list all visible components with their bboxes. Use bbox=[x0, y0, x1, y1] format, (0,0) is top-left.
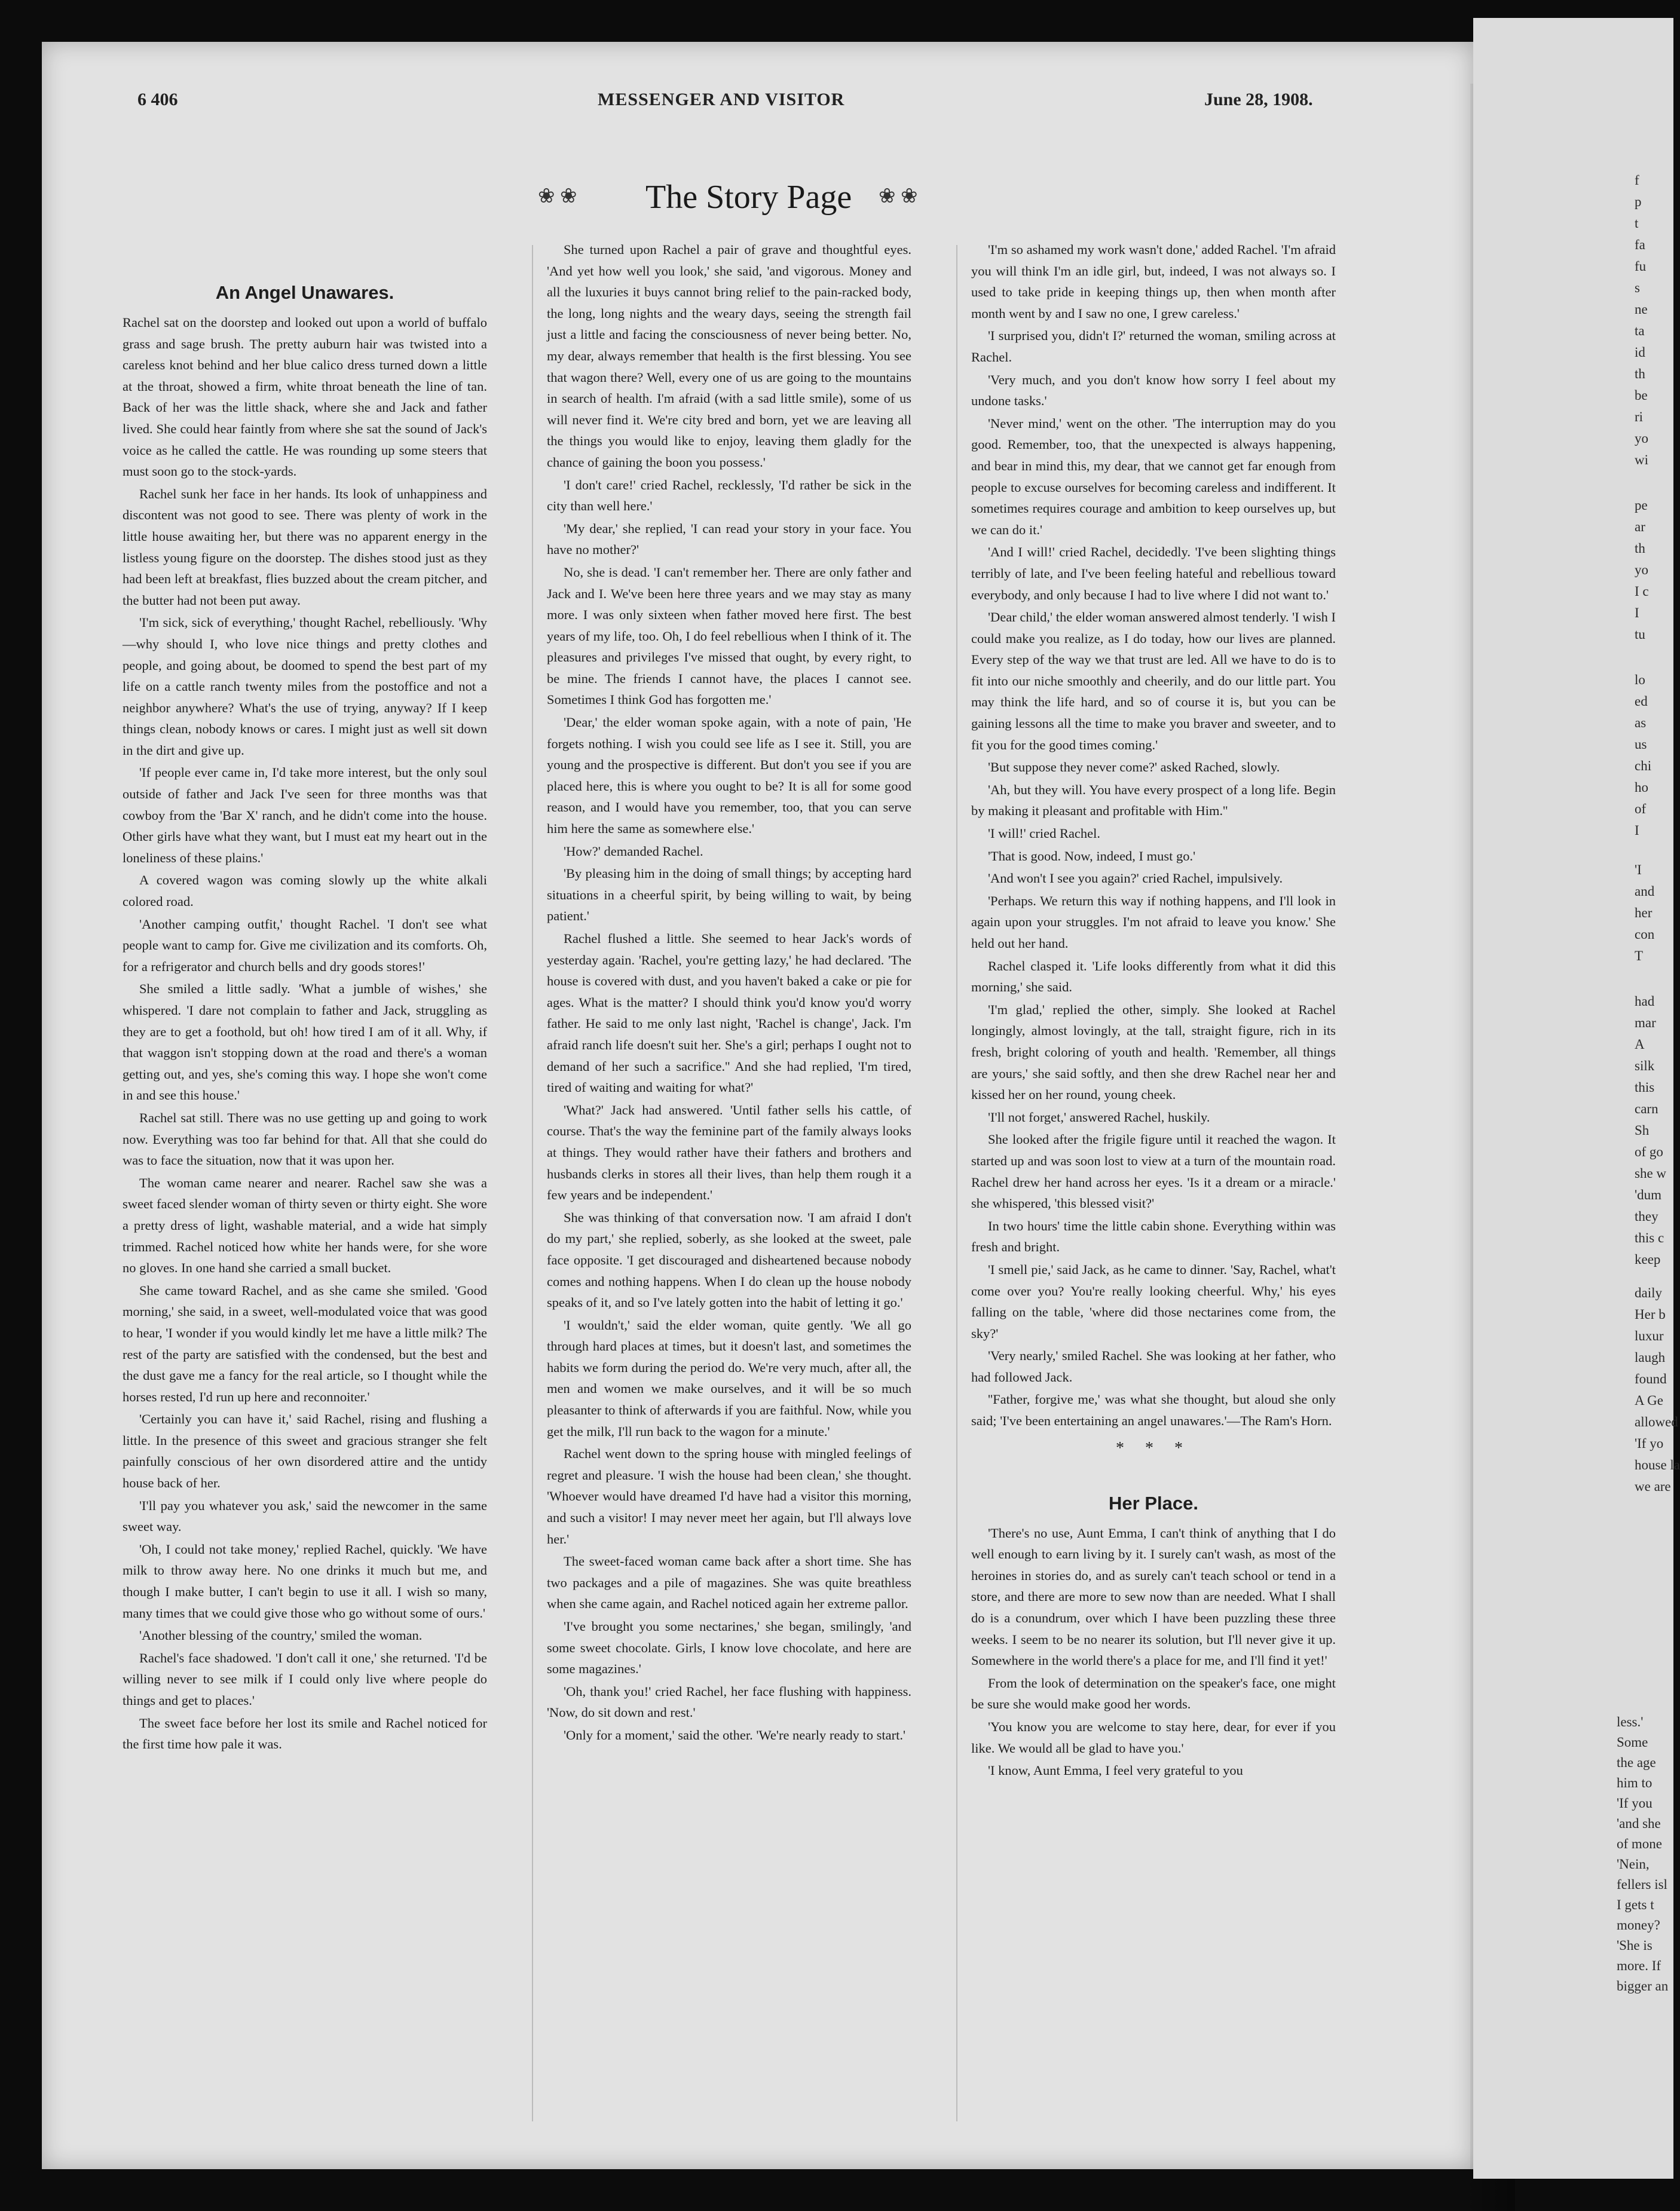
clipped-text-fragment: of bbox=[1635, 801, 1647, 816]
clipped-text-fragment: ta bbox=[1635, 323, 1645, 338]
story-paragraph: She smiled a little sadly. 'What a jumble of wishes,' she whispered. 'I dare not complain to father and Jack, struggling as they are to get a foothold, but oh! how tired I am of it all. Why, if that waggon isn't stopping down at the road and there's a woman getting out, and yes, she's coming this way. I hope she won't come in and see this house.' bbox=[123, 981, 487, 1103]
story-paragraph: 'I'm glad,' replied the other, simply. She looked at Rachel longingly, almost lovingly, at the tall, straight figure, rich in its fresh, bright coloring of youth and health. 'Remember, all things are yours,' she said softly, and then she drew Rachel near her and kissed her on her round, young cheek. bbox=[971, 1002, 1336, 1103]
story-paragraph: 'Another blessing of the country,' smiled the woman. bbox=[139, 1628, 423, 1643]
story-paragraph: 'I will!' cried Rachel. bbox=[988, 826, 1101, 841]
ornament-left-icon: ❀ ❀ bbox=[538, 185, 577, 207]
story-paragraph: The sweet face before her lost its smile and Rachel noticed for the first time how pale it was. bbox=[123, 1715, 487, 1752]
clipped-text-fragment: 'If you bbox=[1617, 1796, 1653, 1811]
clipped-text-fragment: her bbox=[1635, 905, 1653, 920]
clipped-text-fragment: had bbox=[1635, 994, 1655, 1009]
story-paragraph: A covered wagon was coming slowly up the white alkali colored road. bbox=[123, 872, 487, 909]
column-1 bbox=[123, 239, 487, 1756]
clipped-text-fragment: less.' bbox=[1617, 1714, 1644, 1729]
story-paragraph: 'I'll pay you whatever you ask,' said the newcomer in the same sweet way. bbox=[123, 1498, 487, 1535]
story-paragraph: Rachel went down to the spring house with mingled feelings of regret and pleasure. 'I wish the house had been clean,' she thought. 'Whoever would have dreamed I'd have had a visitor this morning, and such a visitor! I may never meet her again, but I'll always love her.' bbox=[547, 1446, 911, 1547]
story-title: Her Place. bbox=[1109, 1492, 1198, 1514]
clipped-text-fragment: I bbox=[1635, 823, 1639, 838]
clipped-text-fragment: f bbox=[1635, 173, 1639, 188]
story-paragraph: 'I'm so ashamed my work wasn't done,' added Rachel. 'I'm afraid you will think I'm an idle girl, but, indeed, I was not always so. I used to take pride in keeping things up, then when month after month went by and I saw no one, I grew careless.' bbox=[971, 242, 1336, 321]
story-paragraph: 'I surprised you, didn't I?' returned the woman, smiling across at Rachel. bbox=[971, 328, 1336, 365]
story-paragraph: 'Perhaps. We return this way if nothing happens, and I'll look in again upon your struggles. I'm not afraid to leave you know.' She held out her hand. bbox=[971, 893, 1336, 951]
clipped-text-fragment: of mone bbox=[1617, 1836, 1663, 1851]
clipped-text-fragment: ar bbox=[1635, 519, 1645, 534]
clipped-text-fragment: pe bbox=[1635, 498, 1648, 513]
adjacent-page-fragment bbox=[1473, 18, 1680, 2179]
story-paragraph: 'Only for a moment,' said the other. 'We're nearly ready to start.' bbox=[564, 1727, 906, 1743]
story-paragraph: 'If people ever came in, I'd take more interest, but the only soul outside of father and Jack I've seen for three months was that cowboy from the 'Bar X' ranch, and he didn't come into the house. Other girls have what they want, but I must eat my heart out in the loneliness of these plains.' bbox=[123, 765, 487, 865]
clipped-text-fragment: T bbox=[1635, 948, 1644, 963]
column-3 bbox=[971, 239, 1336, 1783]
story-paragraph: ''Father, forgive me,' was what she thought, but aloud she only said; 'I've been entertaining an angel unawares.'—The Ram's Horn. bbox=[971, 1392, 1336, 1429]
story-paragraph: 'I'll not forget,' answered Rachel, huskily. bbox=[988, 1109, 1210, 1125]
clipped-text-fragment: us bbox=[1635, 737, 1647, 752]
story-paragraph: She was thinking of that conversation now. 'I am afraid I don't do my part,' she replied, soberly, as she looked at the sweet, pale face opposite. 'I get discouraged and disheartened because nobody comes and nothing happens. When I do clean up the house nobody speaks of it, and so I've lately gotten into the habit of letting it go.' bbox=[547, 1209, 911, 1310]
ornament-right-icon: ❀ ❀ bbox=[879, 185, 918, 207]
story-paragraph: 'I don't care!' cried Rachel, recklessly, 'I'd rather be sick in the city than well here.' bbox=[547, 477, 911, 514]
clipped-text-fragment: fellers isl bbox=[1617, 1877, 1667, 1892]
story-paragraph: 'I know, Aunt Emma, I feel very grateful to you bbox=[988, 1763, 1243, 1778]
clipped-text-fragment: Sh bbox=[1635, 1123, 1650, 1138]
clipped-text-fragment: luxur bbox=[1635, 1328, 1664, 1343]
clipped-text-fragment: I c bbox=[1635, 584, 1649, 599]
story-paragraph: 'I smell pie,' said Jack, as he came to dinner. 'Say, Rachel, what't come over you? You're really looking cheerful. Why,' his eyes falling on the table, 'where did those nectarines come from, the sky?' bbox=[971, 1261, 1336, 1341]
clipped-text-fragment: th bbox=[1635, 366, 1645, 381]
clipped-text-fragment: allowed bbox=[1635, 1414, 1678, 1429]
clipped-text-fragment: ed bbox=[1635, 694, 1648, 709]
story-paragraph: 'By pleasing him in the doing of small things; by accepting hard situations in a cheerful spirit, by being willing to wait, by being patient.' bbox=[547, 866, 911, 924]
story-paragraph: Rachel sat still. There was no use getting up and going to work now. Everything was too far behind for that. All that she could do was to face the situation, now that it was upon her. bbox=[123, 1110, 487, 1168]
clipped-text-fragment: 'dum bbox=[1635, 1187, 1662, 1202]
story-paragraph: 'But suppose they never come?' asked Rached, slowly. bbox=[988, 760, 1280, 775]
story-paragraph: No, she is dead. 'I can't remember her. There are only father and Jack and I. We've been here three years and we may stay as many more. I was only sixteen when father moved here first. The best years of my life, too. Oh, I do feel rebellious when I think of it. The pleasures and privileges I've missed that ought, by every right, to be mine. The friends I cannot have, the places I cannot see. Sometimes I think God has forgotten me.' bbox=[547, 564, 911, 708]
story-paragraph: 'How?' demanded Rachel. bbox=[564, 843, 703, 859]
column-divider bbox=[956, 245, 957, 2121]
clipped-text-fragment: be bbox=[1635, 388, 1648, 403]
clipped-text-fragment: p bbox=[1635, 194, 1642, 209]
clipped-text-fragment: I bbox=[1635, 605, 1639, 620]
story-paragraph: 'I've brought you some nectarines,' she began, smilingly, 'and some sweet chocolate. Girls, I know love chocolate, and here are some magazines.' bbox=[547, 1619, 911, 1677]
clipped-text-fragment: s bbox=[1635, 280, 1640, 295]
story-paragraph: 'I'm sick, sick of everything,' thought Rachel, rebelliously. 'Why—why should I, who love nice things and pretty clothes and people, and going about, be doomed to spend the best part of my life on a cattle ranch twenty miles from the postoffice and not a neighbor anywhere? What's the use of trying, anyway? If I keep things clean, nobody knows or cares. I might just as well sit down in the dirt and give up. bbox=[123, 615, 487, 758]
clipped-text-fragment: silk bbox=[1635, 1058, 1655, 1073]
story-paragraph: 'I wouldn't,' said the elder woman, quite gently. 'We all go through hard places at times, but it doesn't last, and sometimes the habits we form during the period do. We're very much, after all, the men and women we make ourselves, and it will be so much pleasanter to think of afterwards if you are faithful. Now, while you get the milk, I'll run back to the wagon for a minute.' bbox=[547, 1317, 911, 1439]
clipped-text-fragment: ri bbox=[1635, 409, 1644, 424]
story-separator: * * * bbox=[1116, 1438, 1191, 1457]
story-paragraph: 'There's no use, Aunt Emma, I can't think of anything that I do well enough to earn living by it. I surely can't wash, as most of the heroines in stories do, and as surely can't teach school or tend in a store, and there are more to sew now than are needed. What I shall do is a conundrum, over which I have been puzzling these three weeks. I seem to be no nearer its solution, but I'll never give it up. Somewhere in the world there's a place for me, and I'll find it yet!' bbox=[971, 1525, 1336, 1668]
story-paragraph: The woman came nearer and nearer. Rachel saw she was a sweet faced slender woman of thirty seven or thirty eight. She wore a pretty dress of light, washable material, and a wide hat simply trimmed. Rachel noticed how white her hands were, for she wore no gloves. In one hand she carried a small bucket. bbox=[123, 1175, 487, 1276]
clipped-text-fragment: lo bbox=[1635, 672, 1645, 687]
clipped-text-fragment: 'If yo bbox=[1635, 1436, 1664, 1451]
story-paragraph: She came toward Rachel, and as she came she smiled. 'Good morning,' she said, in a sweet, well-modulated voice that was good to hear, 'I wonder if you would kindly let me have a little milk? The rest of the party are satisfied with the condensed, but the best and the dust gave me a fancy for the real article, so I thought while the horses rested, I'd run up here and reconnoiter.' bbox=[123, 1282, 487, 1404]
clipped-text-fragment: t bbox=[1635, 216, 1639, 231]
clipped-text-fragment: they bbox=[1635, 1209, 1658, 1224]
story-title: An Angel Unawares. bbox=[215, 282, 394, 303]
story-paragraph: 'Dear child,' the elder woman answered almost tenderly. 'I wish I could make you realize, as I do today, how our lives are planned. Every step of the way we that trust are led. All we have to do is to fit into our niche smoothly and cheerily, and do our little part. You may think the life hard, and so of course it is, but you can be gaining lessons all the time to make you braver and sweeter, and to fit you for the good times coming.' bbox=[971, 610, 1336, 752]
clipped-text-fragment: more. If bbox=[1617, 1958, 1661, 1973]
clipped-text-fragment: keep bbox=[1635, 1252, 1661, 1267]
clipped-text-fragment: fa bbox=[1635, 237, 1645, 252]
clipped-text-fragment: ne bbox=[1635, 302, 1648, 317]
clipped-text-fragment: mar bbox=[1635, 1015, 1656, 1030]
clipped-text-fragment: house la bbox=[1635, 1457, 1680, 1472]
story-paragraph: 'What?' Jack had answered. 'Until father sells his cattle, of course. That's the way the feminine part of the family always looks at things. They would rather have their fathers and brothers and husbands clerks in stores all their lives, than help them rough it a few years and be independent.' bbox=[547, 1102, 911, 1203]
story-paragraph: 'Another camping outfit,' thought Rachel. 'I don't see what people want to camp for. Give me civilization and its comforts. Oh, for a refrigerator and church bells and dry goods stores!' bbox=[123, 916, 487, 974]
story-paragraph: Rachel clasped it. 'Life looks differently from what it did this morning,' she said. bbox=[971, 958, 1336, 995]
story-paragraph: 'That is good. Now, indeed, I must go.' bbox=[988, 848, 1196, 863]
masthead: MESSENGER AND VISITOR bbox=[598, 90, 845, 109]
clipped-text-fragment: of go bbox=[1635, 1144, 1663, 1159]
story-paragraph: 'Very nearly,' smiled Rachel. She was looking at her father, who had followed Jack. bbox=[971, 1348, 1336, 1385]
clipped-text-fragment: laugh bbox=[1635, 1350, 1666, 1365]
story-paragraph: 'Dear,' the elder woman spoke again, with a note of pain, 'He forgets nothing. I wish you could see life as I see it. Still, you are young and the prospective is different. But don't you see if you are placed here, this is where you ought to be? It is all for some good reason, and I would have you remember, too, that you can serve him here the same as somewhere else.' bbox=[547, 715, 911, 837]
clipped-text-fragment: 'Nein, bbox=[1617, 1857, 1650, 1872]
story-paragraph: In two hours' time the little cabin shone. Everything within was fresh and bright. bbox=[971, 1218, 1336, 1255]
clipped-text-fragment: A bbox=[1635, 1037, 1645, 1052]
clipped-text-fragment: she w bbox=[1635, 1166, 1667, 1181]
issue-date: June 28, 1908. bbox=[1204, 90, 1313, 109]
clipped-text-fragment: we are bbox=[1635, 1479, 1671, 1494]
story-paragraph: She looked after the frigile figure until it reached the wagon. It started up and was soon lost to view at a turn of the mountain road. Rachel drew her hand across her eyes. 'Is it a dream or a miracle.' she whispered, 'this blessed visit?' bbox=[971, 1132, 1336, 1211]
clipped-text-fragment: him to bbox=[1617, 1775, 1653, 1790]
story-paragraph: 'And I will!' cried Rachel, decidedly. 'I've been slighting things terribly of late, and I've been feeling hateful and rebellious toward everybody, and only because I had to live where I did not want to.' bbox=[971, 544, 1336, 602]
clipped-text-fragment: bigger an bbox=[1617, 1979, 1669, 1993]
clipped-text-fragment: money? bbox=[1617, 1918, 1660, 1933]
clipped-text-fragment: this bbox=[1635, 1080, 1655, 1095]
clipped-text-fragment: chi bbox=[1635, 758, 1652, 773]
clipped-text-fragment: 'She is bbox=[1617, 1938, 1653, 1953]
story-paragraph: 'Oh, I could not take money,' replied Rachel, quickly. 'We have milk to throw away here. No one drinks it much but me, and though I make butter, I can't begin to use it all. I wish so many, many times that we could give those who go without some of ours.' bbox=[123, 1541, 487, 1621]
column-divider bbox=[532, 245, 533, 2121]
story-paragraph: 'Ah, but they will. You have every prospect of a long life. Begin by making it pleasant and profitable with Him.'' bbox=[971, 782, 1336, 819]
story-paragraph: Rachel sat on the doorstep and looked out upon a world of buffalo grass and sage brush. The pretty auburn hair was twisted into a careless knot behind and her blue calico dress turned down a little at the throat, showed a firm, white throat beneath the line of tan. Back of her was the little shack, where she and Jack and father lived. She could hear faintly from where she sat the sound of Jack's voice as he called the cattle. He was rounding up some steers that must soon go to the stock-yards. bbox=[123, 315, 487, 479]
story-paragraph: 'Certainly you can have it,' said Rachel, rising and flushing a little. In the presence of this sweet and gracious stranger she felt painfully conscious of her own disordered attire and the untidy house back of her. bbox=[123, 1411, 487, 1491]
story-paragraph: 'Never mind,' went on the other. 'The interruption may do you good. Remember, too, that the unexpected is always happening, and bear in mind this, my dear, that we cannot get far enough from people to excuse ourselves for becoming careless and indifferent. It sometimes requires courage and ambition to keep ourselves up, but we can do it.' bbox=[971, 415, 1336, 537]
story-paragraph: She turned upon Rachel a pair of grave and thoughtful eyes. 'And yet how well you look,' she said, 'and vigorous. Money and all the luxuries it buys cannot bring relief to the pain-racked body, the long, long nights and the weary days, seeing the strength fail just a little and facing the consciousness of never being better. No, my dear, always remember that health is the first blessing. You see that wagon there? Well, every one of us are going to the mountains in search of health. I'm afraid (with a sad little smile), some of us will never find it. We're city bred and born, yet we are leaving all the things you would like to enjoy, leaving them gladly for the chance of gaining the boon you possess.' bbox=[547, 242, 911, 470]
clipped-text-fragment: Her b bbox=[1635, 1307, 1666, 1322]
clipped-text-fragment: id bbox=[1635, 345, 1645, 360]
newspaper-page bbox=[42, 42, 1473, 2169]
column-2 bbox=[547, 239, 911, 1747]
clipped-text-fragment: wi bbox=[1635, 452, 1648, 467]
clipped-text-fragment: this c bbox=[1635, 1230, 1664, 1245]
clipped-text-fragment: I gets t bbox=[1617, 1897, 1654, 1912]
clipped-text-fragment: found bbox=[1635, 1371, 1667, 1386]
clipped-text-fragment: Some bbox=[1617, 1735, 1648, 1750]
clipped-text-fragment: fu bbox=[1635, 259, 1647, 274]
story-paragraph: 'And won't I see you again?' cried Rachel, impulsively. bbox=[988, 871, 1283, 886]
story-paragraph: 'My dear,' she replied, 'I can read your story in your face. You have no mother?' bbox=[547, 520, 911, 558]
story-paragraph: Rachel sunk her face in her hands. Its look of unhappiness and discontent was not good to see. There was plenty of work in the little house awaiting her, but there was no apparent energy in the listless young figure on the doorstep. The dishes stood just as they had been left at breakfast, flies buzzed about the cream pitcher, and the butter had not been put away. bbox=[123, 486, 487, 608]
story-paragraph: 'You know you are welcome to stay here, dear, for ever if you like. We would all be glad to have you.' bbox=[971, 1719, 1336, 1756]
story-paragraph: From the look of determination on the speaker's face, one might be sure she would make good her words. bbox=[971, 1675, 1336, 1712]
clipped-text-fragment: con bbox=[1635, 927, 1655, 942]
clipped-text-fragment: carn bbox=[1635, 1101, 1658, 1116]
clipped-text-fragment: th bbox=[1635, 541, 1645, 556]
clipped-text-fragment: 'I bbox=[1635, 862, 1642, 877]
page-number: 6 406 bbox=[137, 90, 178, 109]
clipped-text-fragment: as bbox=[1635, 715, 1647, 730]
clipped-text-fragment: yo bbox=[1635, 562, 1648, 577]
story-paragraph: 'Oh, thank you!' cried Rachel, her face flushing with happiness. 'Now, do sit down and rest.' bbox=[547, 1683, 911, 1720]
clipped-text-fragment: tu bbox=[1635, 627, 1645, 642]
clipped-text-fragment: daily bbox=[1635, 1285, 1662, 1300]
story-paragraph: The sweet-faced woman came back after a short time. She has two packages and a pile of magazines. She was quite breathless when she came again, and Rachel noticed again her extreme pallor. bbox=[547, 1554, 911, 1612]
clipped-text-fragment: ho bbox=[1635, 780, 1648, 795]
clipped-text-fragment: and bbox=[1635, 884, 1655, 899]
clipped-text-fragment: the age bbox=[1617, 1755, 1656, 1770]
story-paragraph: 'Very much, and you don't know how sorry I feel about my undone tasks.' bbox=[971, 372, 1336, 409]
clipped-text-fragment: 'and she bbox=[1617, 1816, 1661, 1831]
story-paragraph: Rachel's face shadowed. 'I don't call it one,' she returned. 'I'd be willing never to see milk if I could only live where people do things and get to places.' bbox=[123, 1650, 487, 1708]
section-title: The Story Page bbox=[645, 179, 852, 216]
clipped-text-fragment: A Ge bbox=[1635, 1393, 1663, 1408]
clipped-text-fragment: yo bbox=[1635, 431, 1648, 446]
story-paragraph: Rachel flushed a little. She seemed to hear Jack's words of yesterday again. 'Rachel, you're getting lazy,' he had declared. 'The house is covered with dust, and you haven't baked a cake or pie for ages. What is the matter? I should think you'd know you'd worry father. He said to me only last night, 'Rachel is change', Jack. I'm afraid ranch life doesn't suit her. She's a girl; perhaps I ought not to demand of her such a sacrifice.'' And she had replied, 'I'm tired, tired of waiting and waiting for what?' bbox=[547, 931, 911, 1095]
